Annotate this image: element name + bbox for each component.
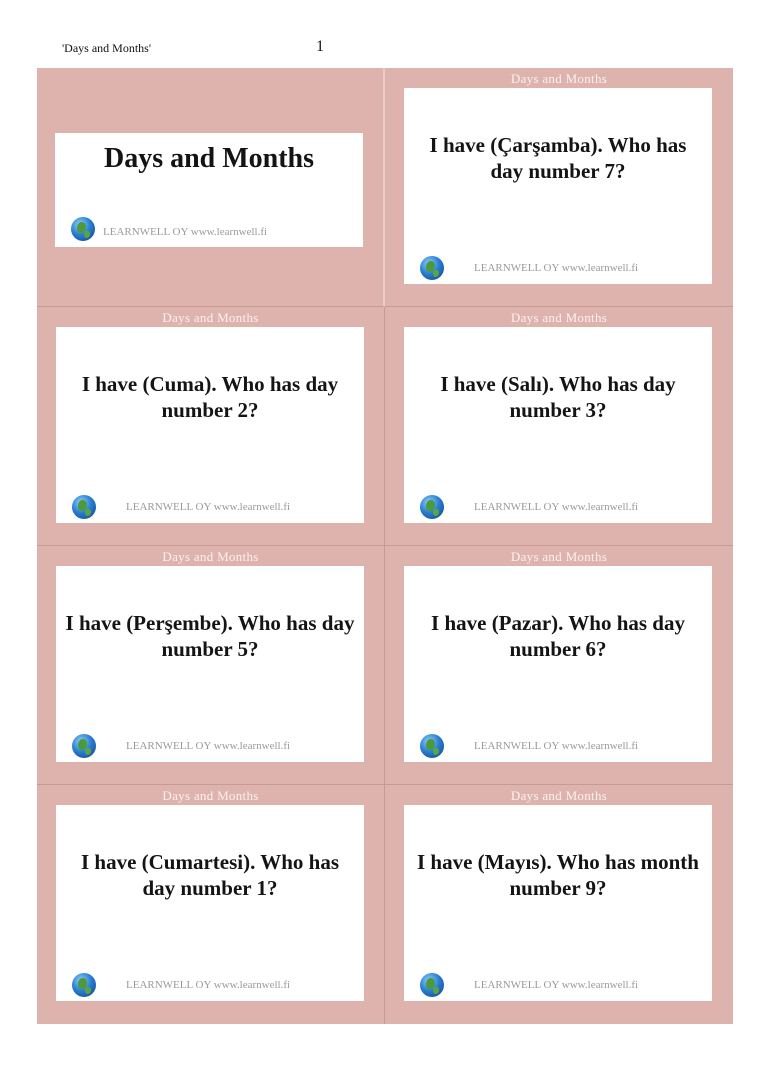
card-footer-text: LEARNWELL OY www.learnwell.fi <box>126 740 291 752</box>
card-panel <box>56 566 364 762</box>
card-question: I have (Cumartesi). Who has day number 1? <box>80 850 340 900</box>
card-2 <box>37 307 385 546</box>
card-panel <box>56 327 364 523</box>
card-panel <box>404 805 712 1001</box>
card-question: I have (Mayıs). Who has month number 9? <box>417 850 699 900</box>
globe-icon <box>72 734 96 758</box>
globe-icon <box>420 495 444 519</box>
card-footer <box>404 732 712 760</box>
card-footer-text: LEARNWELL OY www.learnwell.fi <box>474 979 639 991</box>
card-footer <box>404 493 712 521</box>
globe-icon <box>420 973 444 997</box>
card-footer <box>56 971 364 999</box>
card-footer-text: LEARNWELL OY www.learnwell.fi <box>474 501 639 513</box>
title-panel <box>55 133 363 247</box>
card-footer-text: LEARNWELL OY www.learnwell.fi <box>103 226 268 238</box>
globe-icon <box>72 973 96 997</box>
card-footer-text: LEARNWELL OY www.learnwell.fi <box>126 979 291 991</box>
card-question: I have (Çarşamba). Who has day number 7? <box>429 133 687 183</box>
document-title: 'Days and Months' <box>62 41 151 55</box>
card-header: Days and Months <box>510 71 608 86</box>
card-3 <box>385 307 733 546</box>
card-panel <box>404 88 712 284</box>
card-header: Days and Months <box>510 788 608 803</box>
card-footer-text: LEARNWELL OY www.learnwell.fi <box>126 501 291 513</box>
card-footer <box>56 493 364 521</box>
card-panel <box>404 327 712 523</box>
card-header: Days and Months <box>510 549 608 564</box>
card-4 <box>37 546 385 785</box>
card-footer <box>56 732 364 760</box>
card-footer <box>404 971 712 999</box>
card-sheet <box>37 68 733 1024</box>
title-card <box>37 68 385 307</box>
card-panel <box>56 805 364 1001</box>
globe-icon <box>72 495 96 519</box>
card-header: Days and Months <box>510 310 608 325</box>
main-title: Days and Months <box>103 143 315 174</box>
card-footer-text: LEARNWELL OY www.learnwell.fi <box>474 262 639 274</box>
card-6 <box>37 785 385 1024</box>
card-question: I have (Salı). Who has day number 3? <box>440 372 676 422</box>
card-footer-text: LEARNWELL OY www.learnwell.fi <box>474 740 639 752</box>
card-header: Days and Months <box>162 549 259 564</box>
globe-icon <box>420 256 444 280</box>
card-question: I have (Perşembe). Who has day number 5? <box>65 611 355 661</box>
card-question: I have (Pazar). Who has day number 6? <box>431 611 685 661</box>
page-number: 1 <box>316 38 324 55</box>
card-footer <box>404 254 712 282</box>
globe-icon <box>420 734 444 758</box>
card-panel <box>404 566 712 762</box>
card-5 <box>385 546 733 785</box>
card-question: I have (Cuma). Who has day number 2? <box>81 372 339 422</box>
card-header: Days and Months <box>162 788 259 803</box>
card-7 <box>385 785 733 1024</box>
card-header: Days and Months <box>162 310 259 325</box>
card-1 <box>385 68 733 307</box>
globe-icon <box>71 217 95 241</box>
